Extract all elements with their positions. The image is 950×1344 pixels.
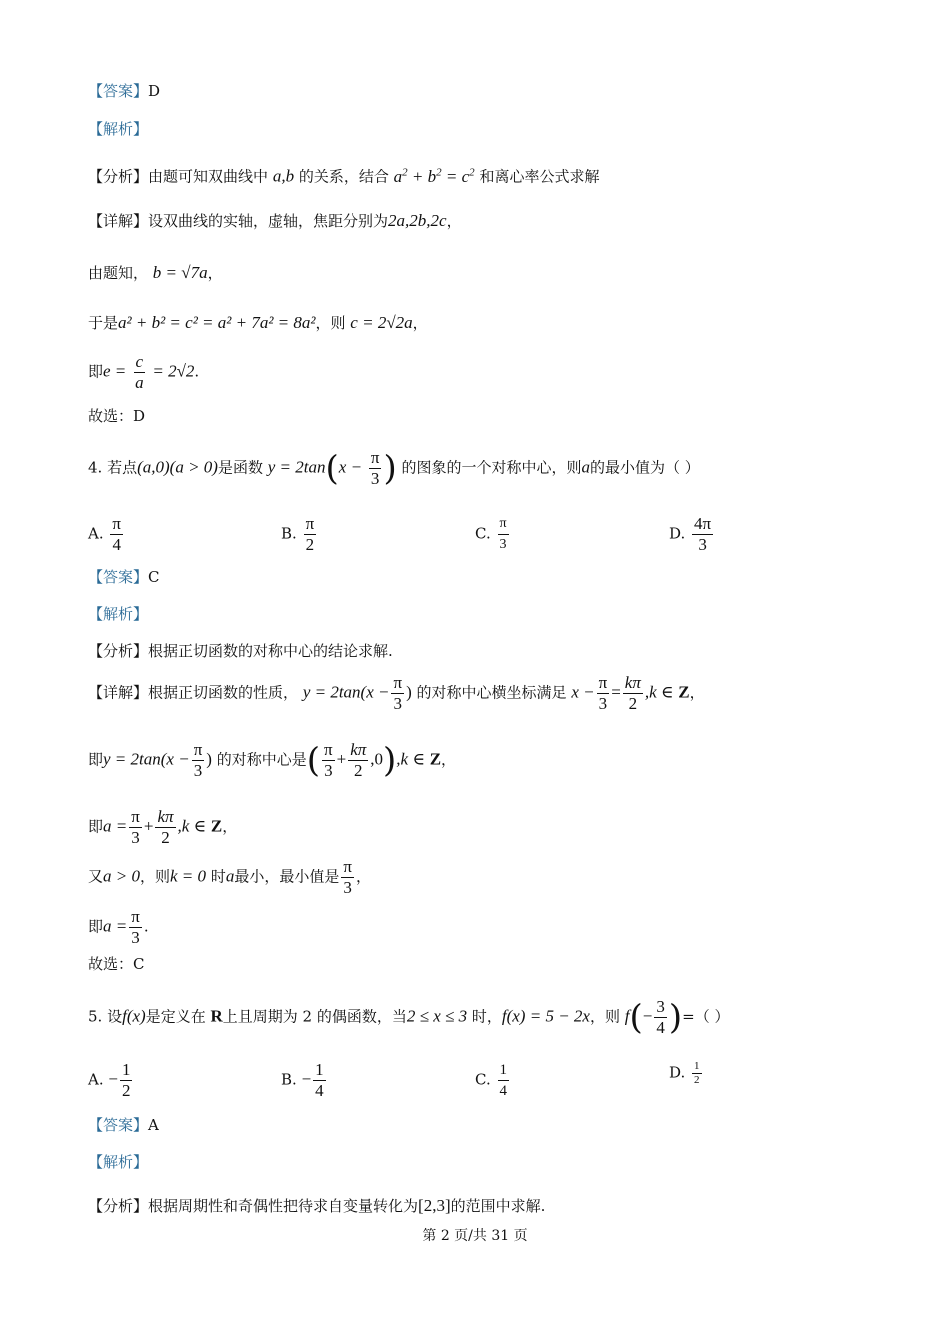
integers-symbol: Z bbox=[210, 816, 223, 836]
punct: . bbox=[194, 362, 200, 381]
math-a: a bbox=[581, 457, 590, 477]
denominator: 4 bbox=[499, 1083, 507, 1099]
text: 的对称中心横坐标满足 bbox=[416, 683, 567, 702]
q3-fenxi-line bbox=[88, 161, 599, 188]
fraction-kpi-2 bbox=[348, 740, 368, 781]
text: 上且周期为 2 的偶函数，当 bbox=[222, 1007, 407, 1026]
numerator: kπ bbox=[624, 673, 641, 692]
math-point: (a,0)(a > 0) bbox=[137, 457, 218, 477]
numerator: π bbox=[131, 807, 140, 826]
paren-left: ( bbox=[325, 448, 339, 489]
text: 根据正切函数的性质， bbox=[148, 683, 299, 702]
option-label: A. bbox=[88, 1070, 104, 1089]
equals: = bbox=[611, 682, 621, 702]
analysis-tag: 【解析】 bbox=[88, 120, 149, 138]
analysis-tag: 【解析】 bbox=[88, 1153, 149, 1171]
answer-tag: 【答案】 bbox=[88, 1116, 149, 1134]
q5-option-d[interactable] bbox=[669, 1060, 704, 1087]
option-label: A. bbox=[88, 524, 104, 543]
q4-option-c[interactable] bbox=[475, 514, 511, 555]
paren-right: ) bbox=[383, 448, 397, 489]
text: 的范围中求解. bbox=[450, 1197, 546, 1215]
fenxi-text-b: 的关系，结合 bbox=[298, 167, 389, 186]
fraction-pi-3 bbox=[192, 740, 205, 781]
q4-line-final bbox=[88, 907, 149, 948]
fenxi-text-c: 和离心率公式求解 bbox=[479, 167, 600, 186]
text: 即 bbox=[88, 362, 104, 381]
q3-line-sum bbox=[88, 312, 428, 334]
math-fx: f(x) bbox=[122, 1006, 146, 1026]
fenxi-tag: 【分析】 bbox=[88, 642, 149, 660]
text: 即 bbox=[88, 750, 104, 769]
paren-left: ( bbox=[306, 740, 321, 781]
q3-line-b bbox=[88, 262, 223, 284]
numerator: 4π bbox=[694, 514, 712, 533]
math-e: e = bbox=[103, 361, 127, 381]
numerator: π bbox=[131, 907, 140, 926]
q4-option-a[interactable] bbox=[88, 514, 125, 555]
q5-option-b[interactable] bbox=[281, 1060, 328, 1101]
denominator: 3 bbox=[698, 535, 707, 554]
minus: − bbox=[642, 1006, 653, 1026]
denominator: 4 bbox=[112, 535, 121, 554]
analysis-tag: 【解析】 bbox=[88, 605, 149, 623]
option-fraction bbox=[313, 1060, 326, 1101]
answer-tag: 【答案】 bbox=[88, 82, 149, 100]
q5-answer-line bbox=[88, 1114, 159, 1136]
text: 由题知， bbox=[88, 264, 149, 282]
text: 5. 设 bbox=[88, 1007, 123, 1026]
math-k-zero: k = 0 bbox=[170, 866, 207, 886]
denominator: 4 bbox=[656, 1018, 665, 1037]
numerator: c bbox=[135, 352, 144, 371]
denominator: 3 bbox=[131, 828, 140, 847]
text: 的图象的一个对称中心，则 bbox=[401, 458, 582, 477]
fraction-pi-3 bbox=[369, 448, 382, 489]
numerator: π bbox=[324, 740, 333, 759]
punct: ， bbox=[207, 264, 223, 282]
answer-value: C bbox=[148, 568, 160, 586]
fraction-pi-3 bbox=[341, 857, 354, 898]
text: ，则 bbox=[315, 314, 346, 332]
numerator: 3 bbox=[656, 997, 665, 1016]
denominator: 3 bbox=[131, 928, 140, 947]
answer-value: A bbox=[148, 1116, 159, 1134]
reals-symbol: R bbox=[210, 1006, 223, 1026]
paren: ) bbox=[206, 749, 212, 769]
option-label: C. bbox=[475, 1070, 491, 1089]
text: 即 bbox=[88, 817, 104, 836]
fraction-pi-3 bbox=[391, 673, 404, 714]
paren: ) bbox=[406, 682, 412, 702]
text: ，则 bbox=[140, 867, 171, 886]
xiangjie-tag: 【详解】 bbox=[88, 212, 149, 230]
denominator: 3 bbox=[324, 761, 333, 780]
denominator: 2 bbox=[121, 1081, 131, 1100]
xiangjie-text: 设双曲线的实轴，虚轴，焦距分别为 bbox=[148, 212, 389, 230]
paren-right: ) bbox=[383, 740, 397, 781]
numerator: 1 bbox=[121, 1060, 131, 1079]
page-footer: 第 2 页/共 31 页 bbox=[422, 1228, 528, 1244]
text: 最小，最小值是 bbox=[234, 867, 340, 886]
paren-right: ) bbox=[668, 997, 683, 1038]
numerator: 1 bbox=[315, 1060, 324, 1079]
fenxi-formula: $a^2 + b^2 = c^2$ bbox=[393, 166, 475, 186]
text: 根据周期性和奇偶性把待求自变量转化为 bbox=[148, 1197, 419, 1215]
option-label: D. bbox=[669, 1063, 686, 1082]
fenxi-tag: 【分析】 bbox=[88, 167, 149, 186]
option-label: B. bbox=[281, 1070, 297, 1089]
xiangjie-values: 2a,2b,2c bbox=[388, 211, 447, 230]
denominator: 3 bbox=[499, 537, 507, 552]
q4-line-a bbox=[88, 807, 237, 848]
denominator: 3 bbox=[370, 469, 380, 488]
fraction-pi-3 bbox=[322, 740, 335, 781]
text: 时， bbox=[471, 1007, 502, 1026]
option-fraction bbox=[498, 514, 509, 555]
numerator: kπ bbox=[350, 740, 367, 759]
math-c: c = 2√2a bbox=[350, 313, 413, 332]
denominator: 3 bbox=[343, 878, 352, 897]
q5-fenxi-line bbox=[88, 1195, 545, 1217]
q4-answer-line bbox=[88, 566, 160, 588]
option-fraction bbox=[304, 514, 317, 555]
math-range: 2 ≤ x ≤ 3 bbox=[406, 1006, 468, 1026]
q3-xiangjie-line bbox=[88, 210, 462, 232]
math-b-sqrt7a: b = √7a bbox=[152, 263, 208, 282]
text: 时 bbox=[210, 867, 226, 886]
q3-line-e bbox=[88, 352, 199, 393]
numerator: π bbox=[343, 857, 352, 876]
fraction-3-4 bbox=[654, 997, 667, 1038]
option-label: C. bbox=[475, 524, 491, 543]
fenxi-tag: 【分析】 bbox=[88, 1197, 149, 1215]
q3-answer-line bbox=[88, 80, 160, 102]
fraction-kpi-2 bbox=[623, 673, 643, 714]
integers-symbol: Z bbox=[429, 749, 442, 769]
option-label: B. bbox=[281, 524, 297, 543]
numerator: 1 bbox=[498, 1060, 510, 1081]
q4-xiangjie-line bbox=[88, 673, 705, 714]
text: 于是 bbox=[88, 314, 119, 332]
math-value: = 2√2 bbox=[152, 361, 195, 381]
numerator: 1 bbox=[694, 1060, 700, 1072]
q4-option-d[interactable] bbox=[669, 514, 715, 555]
denominator: 4 bbox=[315, 1081, 324, 1100]
math-func: y = 2tan bbox=[267, 457, 326, 477]
math-interval: [2,3] bbox=[418, 1196, 451, 1215]
numerator: kπ bbox=[157, 807, 174, 826]
numerator: π bbox=[305, 514, 315, 533]
zero: ,0 bbox=[370, 749, 384, 769]
answer-tag: 【答案】 bbox=[88, 568, 149, 586]
numerator: π bbox=[498, 514, 509, 535]
math-a: a bbox=[225, 866, 235, 886]
option-label: D. bbox=[669, 524, 686, 543]
numerator: π bbox=[370, 448, 380, 467]
denominator: 3 bbox=[393, 694, 403, 713]
option-fraction bbox=[120, 1060, 133, 1101]
q5-stem bbox=[88, 997, 729, 1038]
option-fraction bbox=[692, 514, 713, 555]
denominator: 2 bbox=[161, 828, 170, 847]
math-k-in: ,k ∈ bbox=[177, 816, 207, 836]
q5-analysis-line bbox=[88, 1151, 148, 1173]
text: ，则 bbox=[589, 1007, 620, 1026]
text: 即 bbox=[88, 917, 104, 936]
fenxi-math-ab: a,b bbox=[272, 166, 295, 186]
q4-analysis-line bbox=[88, 603, 148, 625]
punct: ， bbox=[446, 212, 462, 230]
text: 的最小值为（ ） bbox=[590, 458, 700, 477]
math-x: x − bbox=[338, 457, 363, 477]
fraction-pi-3 bbox=[597, 673, 610, 714]
option-fraction bbox=[110, 514, 123, 555]
punct: ， bbox=[412, 314, 428, 332]
text: 又 bbox=[88, 867, 104, 886]
q4-option-b[interactable] bbox=[281, 514, 318, 555]
math-func: y = 2tan(x − bbox=[103, 749, 190, 769]
text: 的对称中心是 bbox=[216, 750, 307, 769]
math-fx-def: f(x) = 5 − 2x bbox=[501, 1006, 590, 1026]
q3-analysis-line bbox=[88, 118, 148, 140]
denominator: 2 bbox=[305, 535, 315, 554]
math-x: x − bbox=[571, 682, 595, 702]
xiangjie-tag: 【详解】 bbox=[88, 683, 149, 702]
text: 4. 若点 bbox=[88, 458, 138, 477]
denominator: 2 bbox=[694, 1074, 700, 1086]
numerator: π bbox=[393, 673, 403, 692]
math-a-eq: a = bbox=[103, 916, 128, 936]
plus: + bbox=[143, 816, 154, 836]
q5-option-a[interactable] bbox=[88, 1060, 134, 1101]
q4-conclusion: 故选：C bbox=[88, 955, 145, 973]
denominator: a bbox=[135, 373, 144, 392]
punct: . bbox=[143, 917, 149, 936]
denominator: 3 bbox=[598, 694, 608, 713]
option-sign: − bbox=[108, 1069, 118, 1089]
denominator: 2 bbox=[353, 761, 363, 780]
punct: ， bbox=[689, 683, 705, 702]
q4-stem bbox=[88, 448, 700, 489]
text: 是定义在 bbox=[145, 1007, 206, 1026]
fraction-pi-3 bbox=[129, 807, 142, 848]
punct: ， bbox=[222, 817, 238, 836]
math-a-pos: a > 0 bbox=[103, 866, 140, 886]
punct: ， bbox=[441, 750, 457, 769]
math-f: f bbox=[624, 1006, 630, 1026]
math-sum: a² + b² = c² = a² + 7a² = 8a² bbox=[118, 313, 316, 332]
fraction-kpi-2 bbox=[155, 807, 175, 848]
denominator: 2 bbox=[628, 694, 638, 713]
fenxi-text-a: 由题可知双曲线中 bbox=[148, 167, 269, 186]
plus: + bbox=[336, 749, 347, 769]
q4-fenxi-line bbox=[88, 640, 393, 662]
numerator: π bbox=[598, 673, 608, 692]
punct: ， bbox=[355, 867, 371, 886]
text: 是函数 bbox=[217, 458, 263, 477]
denominator: 3 bbox=[193, 761, 203, 780]
q5-option-c[interactable] bbox=[475, 1060, 511, 1101]
integers-symbol: Z bbox=[678, 682, 690, 702]
numerator: π bbox=[112, 514, 121, 533]
math-func: y = 2tan(x − bbox=[302, 682, 390, 702]
option-fraction bbox=[498, 1060, 510, 1101]
fraction-c-over-a bbox=[133, 352, 146, 393]
q4-line-center bbox=[88, 740, 456, 781]
q3-conclusion: 故选：D bbox=[88, 407, 146, 425]
math-a-eq: a = bbox=[103, 816, 128, 836]
option-fraction bbox=[692, 1060, 702, 1087]
answer-value: D bbox=[148, 82, 161, 100]
fraction-pi-3 bbox=[129, 907, 142, 948]
option-sign: − bbox=[301, 1069, 312, 1089]
text: =（ ） bbox=[682, 1007, 730, 1026]
paren-left: ( bbox=[629, 997, 643, 1038]
math-k-in: ,k ∈ bbox=[396, 749, 425, 769]
numerator: π bbox=[193, 740, 203, 759]
math-k-in: ,k ∈ bbox=[644, 682, 674, 702]
fenxi-text: 根据正切函数的对称中心的结论求解. bbox=[148, 642, 393, 660]
q4-line-min bbox=[88, 857, 371, 898]
